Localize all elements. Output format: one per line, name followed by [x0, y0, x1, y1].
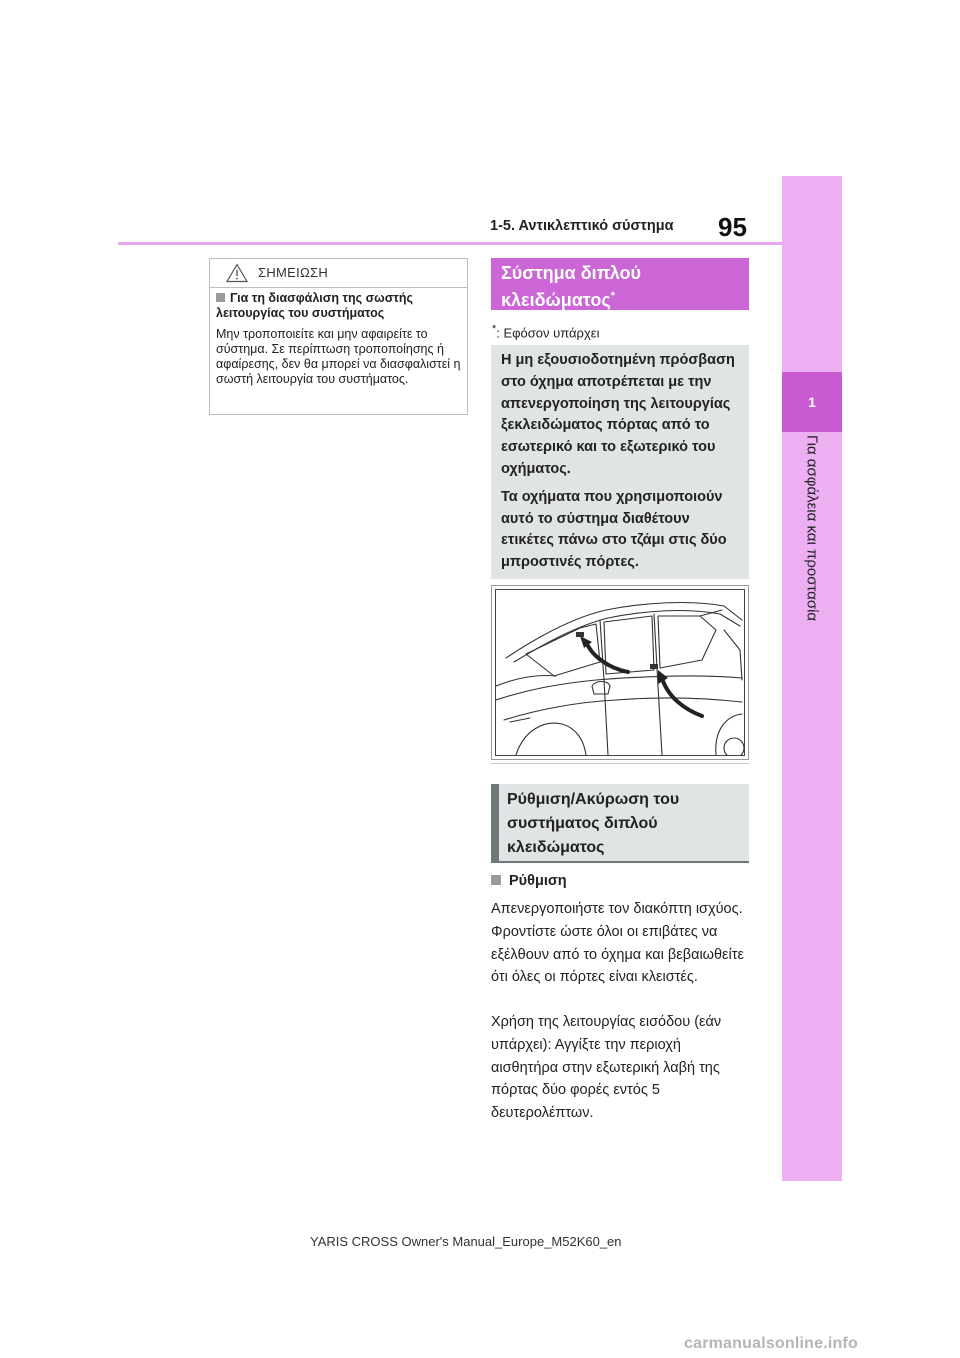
side-tab	[782, 176, 842, 1181]
setup-section-heading: Ρύθμιση/Ακύρωση του συστήματος διπλού κλειδώματος	[491, 784, 749, 863]
header-rule	[118, 242, 782, 245]
car-door-illustration	[491, 585, 749, 760]
car-side-drawing	[496, 590, 744, 755]
section-title: 1-5. Αντικλεπτικό σύστημα	[490, 218, 674, 234]
square-bullet-icon	[216, 293, 225, 302]
warning-triangle-icon	[226, 263, 248, 283]
double-lock-heading-text: Σύστημα διπλού κλειδώματος	[501, 263, 641, 310]
illustration-divider	[491, 763, 749, 764]
notice-header	[210, 259, 467, 288]
notice-item-title-text: Για τη διασφάλιση της σωστής λειτουργίας του συστήματος	[216, 291, 413, 320]
info-box	[491, 345, 749, 579]
illustration-frame	[495, 589, 745, 756]
chapter-number-box[interactable]: 1	[782, 372, 842, 432]
info-paragraph-1: Η μη εξουσιοδοτημένη πρόσβαση στο όχημα αποτρέπεται με την απενεργοποίηση της λειτουργίας ξεκλειδώματος πόρτας από το εσωτερικό και το εξωτερικό του οχήματος.	[501, 352, 735, 477]
setup-body-paragraph-1: Απενεργοποιήστε τον διακόπτη ισχύος. Φροντίστε ώστε όλοι οι επιβάτες να εξέλθουν από το όχημα και βεβαιωθείτε ότι όλες οι πόρτες είναι κλειστές.	[491, 901, 744, 986]
square-bullet-icon	[491, 875, 501, 885]
setup-sub-heading-text: Ρύθμιση	[509, 873, 567, 889]
info-paragraph-2: Τα οχήματα που χρησιμοποιούν αυτό το σύστημα διαθέτουν ετικέτες πάνω στο τζάμι στις δύο μπροστινές πόρτες.	[501, 488, 727, 571]
footer-text: YARIS CROSS Owner's Manual_Europe_M52K60_en	[310, 1234, 622, 1249]
setup-sub-heading	[491, 873, 567, 889]
notice-item-title	[216, 291, 466, 321]
heading-asterisk: *	[610, 290, 615, 302]
watermark: carmanualsonline.info	[684, 1335, 859, 1352]
page-number: 95	[718, 212, 747, 242]
chapter-title	[782, 435, 842, 675]
footnote-text: : Εφόσον υπάρχει	[496, 325, 600, 341]
notice-body: Μην τροποποιείτε και μην αφαιρείτε το σύστημα. Σε περίπτωση τροποποίησης ή αφαίρεσης, δεν θα μπορεί να διασφαλιστεί η σωστή λειτουργία του συστήματος.	[216, 327, 461, 386]
chapter-title-text: Για ασφάλεια και προστασία	[803, 435, 821, 622]
notice-label: ΣΗΜΕΙΩΣΗ	[258, 265, 329, 280]
footnote-asterisk: *	[492, 323, 497, 335]
footnote	[492, 323, 599, 340]
notice-box	[209, 258, 468, 415]
setup-body-paragraph-2: Χρήση της λειτουργίας εισόδου (εάν υπάρχει): Αγγίξτε την περιοχή αισθητήρα στην εξωτερική λαβή της πόρτας δύο φορές εντός 5 δευτερολέπτων.	[491, 1014, 722, 1122]
double-lock-heading	[491, 258, 749, 310]
